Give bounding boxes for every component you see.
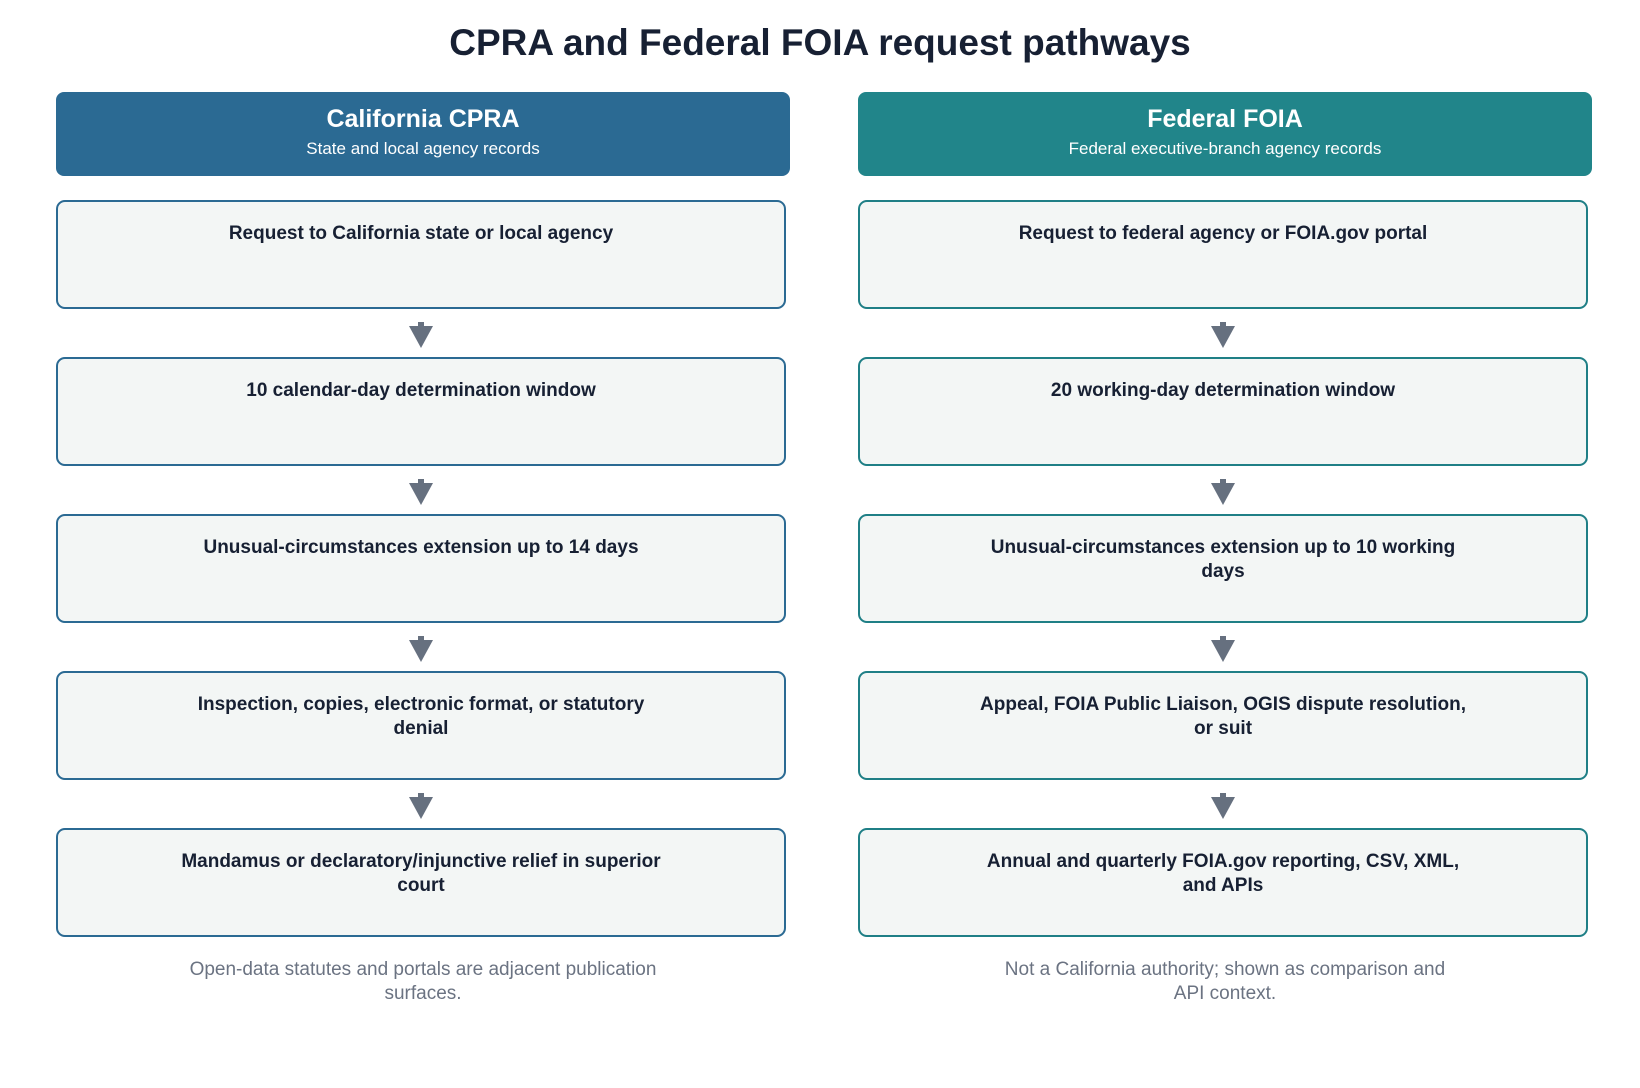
federal-step-extension [858,514,1588,623]
step-label: 10 calendar-day determination window [246,380,596,401]
california-header-subtitle: State and local agency records [306,139,540,158]
california-column [56,92,790,1004]
federal-header [858,92,1592,176]
step-label: Unusual-circumstances extension up to 14 days [203,537,639,558]
california-note-text: Open-data statutes and portals are adjacent publication surfaces. [189,959,657,1004]
federal-step-determination [858,357,1588,466]
step-label: Mandamus or declaratory/injunctive relief in superior court [181,851,661,896]
federal-note [858,958,1592,1006]
arrow-down-icon [1211,483,1235,505]
california-note [56,958,790,1006]
step-label: Appeal, FOIA Public Liaison, OGIS dispute resolution, or suit [980,694,1466,739]
step-label: Annual and quarterly FOIA.gov reporting, CSV, XML, and APIs [986,851,1460,896]
arrow-down-icon [409,326,433,348]
california-step-outcome [56,671,786,780]
arrow-down-icon [409,483,433,505]
step-label: 20 working-day determination window [1050,380,1396,401]
federal-step-reporting [858,828,1588,937]
california-header-title: California CPRA [326,105,520,133]
step-label: Unusual-circumstances extension up to 10 working days [990,537,1456,582]
federal-header-title: Federal FOIA [1147,105,1303,133]
arrow-down-icon [409,797,433,819]
arrow-down-icon [1211,797,1235,819]
arrow-down-icon [409,640,433,662]
california-step-extension [56,514,786,623]
federal-step-appeal [858,671,1588,780]
federal-note-text: Not a California authority; shown as comparison and API context. [1004,959,1446,1004]
california-step-request [56,200,786,309]
arrow-down-icon [1211,326,1235,348]
california-step-remedy [56,828,786,937]
diagram-title: CPRA and Federal FOIA request pathways [449,22,1191,63]
step-label: Request to California state or local agency [228,223,614,244]
federal-header-subtitle: Federal executive-branch agency records [1068,139,1382,158]
step-label: Request to federal agency or FOIA.gov portal [1018,223,1428,244]
federal-column [858,92,1592,1004]
arrow-down-icon [1211,640,1235,662]
california-header [56,92,790,176]
step-label: Inspection, copies, electronic format, or statutory denial [197,694,645,739]
federal-step-request [858,200,1588,309]
california-step-determination [56,357,786,466]
